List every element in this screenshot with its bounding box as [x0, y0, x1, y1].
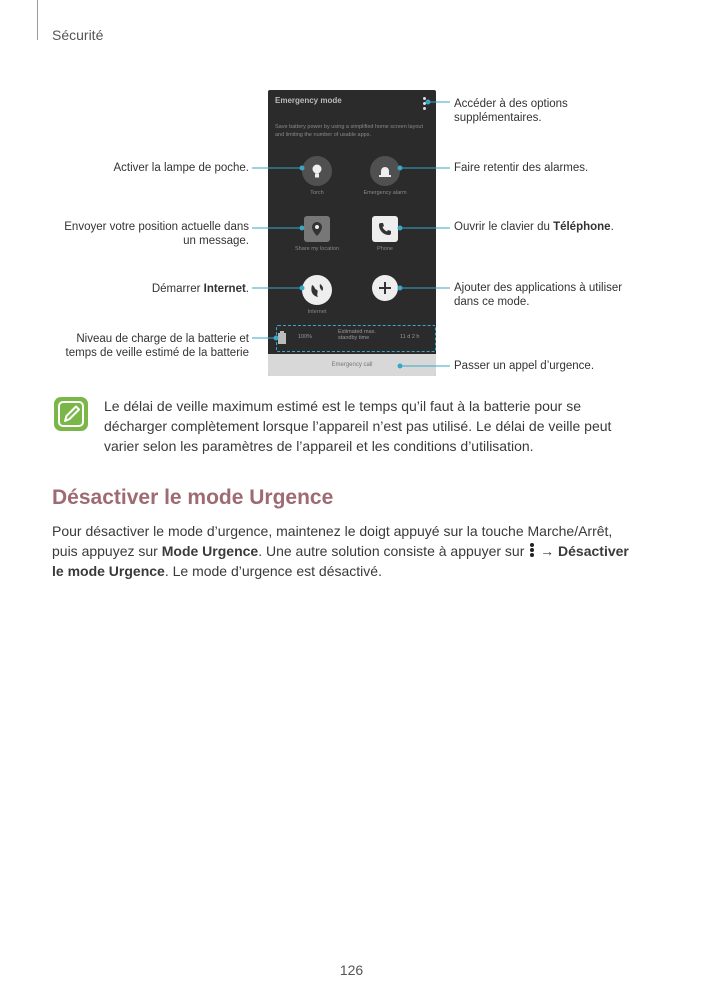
- standby-value: 11 d 2 h: [400, 334, 420, 340]
- section-body: Pour désactiver le mode d’urgence, maintenez le doigt appuyé sur la touche Marche/Arrêt, puis appuyez sur Mode Urgence. Une autre solution consiste à appuyer sur → Désactiver le mode Urgence. Le mode d’urgence est désactivé.: [52, 523, 629, 579]
- note-icon: [54, 397, 88, 431]
- callout-torch: Activer la lampe de poche.: [113, 162, 249, 174]
- callout-add-apps: Ajouter des applications à utiliser dans ce mode.: [454, 282, 623, 308]
- note-text: Le délai de veille maximum estimé est le temps qu’il faut à la batterie pour se décharger complètement lorsque l’appareil n’est pas utilisé. Le délai de veille peut varier selon les paramètres de l’appareil et les conditions d’utilisation.: [104, 398, 612, 454]
- callout-emergency-call: Passer un appel d’urgence.: [454, 360, 595, 372]
- screen-title: Emergency mode: [275, 96, 342, 105]
- emergency-call-button[interactable]: Emergency call: [268, 354, 436, 376]
- app-label: Emergency alarm: [363, 190, 407, 196]
- app-label: Share my location: [294, 246, 340, 252]
- callout-location: Envoyer votre position actuelle dans un message.: [64, 221, 249, 247]
- app-label: Phone: [377, 246, 393, 252]
- section-title: Désactiver le mode Urgence: [52, 486, 334, 509]
- app-label: Torch: [310, 190, 324, 196]
- callout-internet: Démarrer Internet.: [151, 283, 249, 295]
- callout-phone: Ouvrir le clavier du Téléphone.: [454, 221, 614, 233]
- more-options-icon: [530, 543, 534, 558]
- app-label: Internet: [307, 309, 327, 315]
- standby-label: Estimated max. standby time: [338, 329, 376, 341]
- callout-battery: Niveau de charge de la batterie et temps de veille estimé de la batterie: [65, 333, 249, 359]
- battery-percent: 100%: [298, 334, 313, 340]
- section-label: Sécurité: [52, 27, 104, 43]
- page-number: 126: [339, 962, 364, 978]
- callout-alarm: Faire retentir des alarmes.: [454, 162, 589, 174]
- screen-description: Save battery power by using a simplified home screen layout and limiting the number of usable apps.: [275, 124, 423, 138]
- callout-menu: Accéder à des options supplémentaires.: [454, 98, 568, 124]
